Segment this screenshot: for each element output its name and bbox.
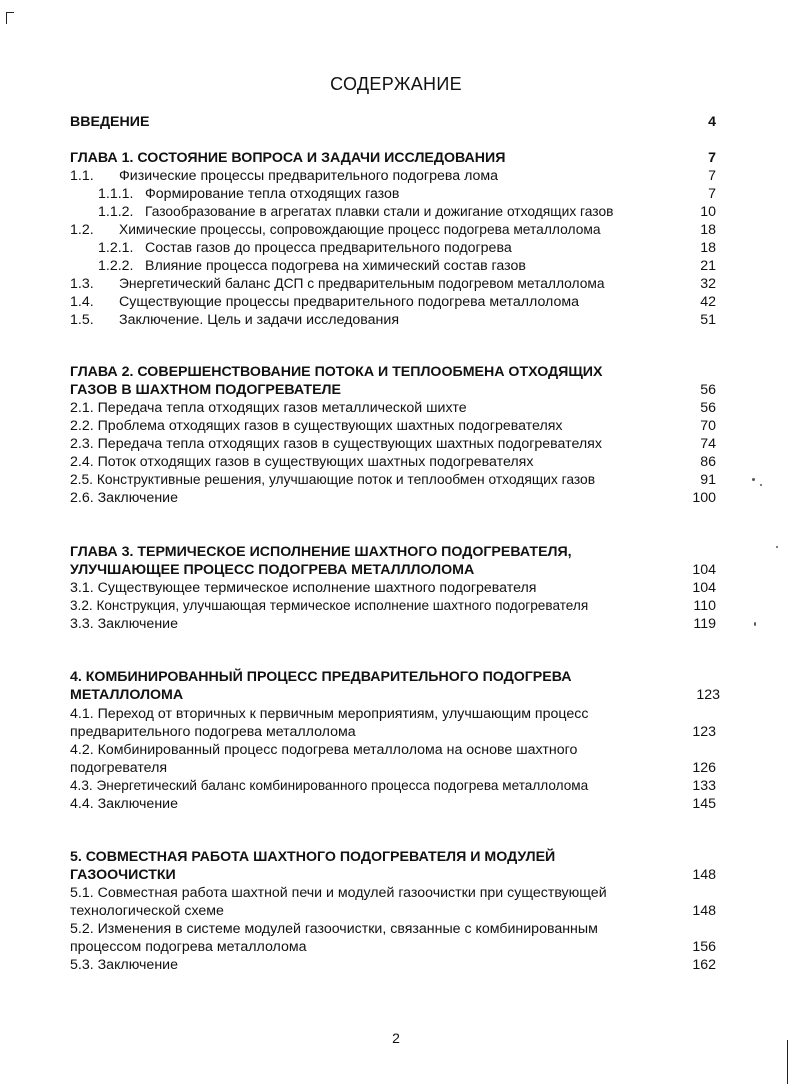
scan-speck (776, 546, 778, 548)
toc-entry-page: 145 (692, 796, 716, 812)
chapter-3-heading[interactable] (70, 543, 720, 561)
toc-entry[interactable] (70, 167, 720, 185)
chapter-heading-text: ГЛАВА 3. ТЕРМИЧЕСКОЕ ИСПОЛНЕНИЕ ШАХТНОГО ПОДОГРЕВАТЕЛЯ, (70, 544, 572, 560)
toc-entry-page: 126 (692, 760, 716, 776)
toc-entry-text: 3.2. Конструкция, улучшающая термическое исполнение шахтного подогревателя (70, 598, 589, 613)
chapter-4-heading-cont[interactable] (70, 686, 720, 704)
toc-entry-page: 100 (692, 490, 716, 506)
page-title: СОДЕРЖАНИЕ (330, 74, 462, 94)
page-number: 2 (392, 1030, 400, 1046)
scan-speck (754, 622, 756, 626)
toc-entry[interactable] (70, 920, 720, 938)
scan-speck (752, 478, 755, 481)
chapter-heading-text: ГАЗООЧИСТКИ (70, 867, 176, 883)
toc-entry-page: 74 (700, 436, 716, 452)
toc-entry[interactable] (70, 777, 720, 795)
toc-entry-text: Формирование тепла отходящих газов (145, 186, 400, 202)
toc-entry-cont[interactable] (70, 938, 720, 956)
toc-entry[interactable] (70, 795, 720, 813)
toc-entry-page: 110 (693, 598, 716, 614)
toc-entry[interactable] (70, 615, 720, 633)
toc-entry[interactable] (70, 579, 720, 597)
toc-entry[interactable] (70, 741, 720, 759)
toc-entry-page: 91 (700, 472, 716, 488)
chapter-2-heading-cont[interactable] (70, 381, 720, 399)
toc-entry-page: 104 (692, 562, 716, 578)
scan-corner-mark (6, 12, 14, 13)
toc-entry[interactable] (70, 185, 720, 203)
toc-entry-number: 1.1. (70, 168, 94, 184)
toc-entry-cont[interactable] (70, 902, 720, 920)
toc-entry-page: 51 (700, 312, 716, 328)
toc-entry-page: 148 (692, 903, 716, 919)
toc-entry-text: Существующие процессы предварительного подогрева металлолома (119, 294, 579, 310)
chapter-heading-text: 4. КОМБИНИРОВАННЫЙ ПРОЦЕСС ПРЕДВАРИТЕЛЬНОГО ПОДОГРЕВА (70, 669, 572, 685)
toc-entry[interactable] (70, 239, 720, 257)
chapter-heading-text: ГЛАВА 2. СОВЕРШЕНСТВОВАНИЕ ПОТОКА И ТЕПЛООБМЕНА ОТХОДЯЩИХ (70, 364, 603, 380)
chapter-heading-text: МЕТАЛЛОЛОМА (70, 687, 184, 703)
toc-entry-text: 5.2. Изменения в системе модулей газоочистки, связанные с комбинированным (70, 921, 598, 937)
toc-entry-text: технологической схеме (70, 903, 224, 919)
toc-entry-text: 3.3. Заключение (70, 616, 178, 632)
toc-entry-number: 1.2.1. (98, 240, 134, 256)
chapter-heading-text: ГАЗОВ В ШАХТНОМ ПОДОГРЕВАТЕЛЕ (70, 382, 341, 398)
scan-edge-mark (787, 1040, 788, 1084)
toc-entry-page: 133 (692, 778, 716, 794)
toc-entry[interactable] (70, 417, 720, 435)
toc-entry-page: 104 (692, 580, 716, 596)
toc-entry[interactable] (70, 453, 720, 471)
toc-entry-page: 123 (692, 724, 716, 740)
chapter-5-heading[interactable] (70, 848, 720, 866)
toc-entry[interactable] (70, 293, 720, 311)
toc-entry-page: 156 (692, 939, 716, 955)
toc-entry-number: 1.4. (70, 294, 94, 310)
toc-entry-text: предварительного подогрева металлолома (70, 724, 356, 740)
toc-entry-text: Состав газов до процесса предварительного подогрева (145, 240, 512, 256)
toc-entry[interactable] (70, 597, 720, 615)
toc-entry-number: 1.1.1. (98, 186, 134, 202)
toc-entry-text: 2.6. Заключение (70, 490, 178, 506)
toc-entry-text: 2.4. Поток отходящих газов в существующих шахтных подогревателях (70, 454, 534, 470)
chapter-heading-text: УЛУЧШАЮЩЕЕ ПРОЦЕСС ПОДОГРЕВА МЕТАЛЛЛОЛОМА (70, 562, 475, 578)
toc-entry-text: 2.2. Проблема отходящих газов в существующих шахтных подогревателях (70, 418, 563, 434)
toc-entry-page: 21 (700, 258, 716, 274)
toc-entry-page: 4 (708, 114, 716, 130)
toc-entry[interactable] (70, 489, 720, 507)
toc-entry[interactable] (70, 257, 720, 275)
toc-entry[interactable] (70, 275, 720, 293)
toc-entry-text: 5.3. Заключение (70, 957, 178, 973)
toc-entry-text: Химические процессы, сопровождающие процесс подогрева металлолома (119, 222, 601, 237)
toc-entry[interactable] (70, 956, 720, 974)
toc-entry-text: 4.3. Энергетический баланс комбинированного процесса подогрева металлолома (70, 778, 589, 793)
scan-corner-mark (6, 12, 7, 24)
toc-entry[interactable] (70, 311, 720, 329)
toc-entry[interactable] (70, 471, 720, 489)
toc-entry-page: 119 (693, 616, 716, 632)
chapter-4-heading[interactable] (70, 668, 720, 686)
toc-entry-page: 162 (692, 957, 716, 973)
toc-entry-number: 1.2. (70, 222, 94, 238)
toc-entry[interactable] (70, 203, 720, 221)
toc-entry-text: 4.1. Переход от вторичных к первичным мероприятиям, улучшающим процесс (70, 706, 589, 722)
toc-entry-text: Энергетический баланс ДСП с предварительным подогревом металлолома (119, 276, 605, 291)
toc-entry-number: 1.2.2. (98, 258, 134, 274)
chapter-1-heading[interactable] (70, 149, 720, 167)
toc-entry-cont[interactable] (70, 759, 720, 777)
chapter-3-heading-cont[interactable] (70, 561, 720, 579)
toc-entry-page: 7 (708, 186, 716, 202)
toc-entry-text: 5.1. Совместная работа шахтной печи и модулей газоочистки при существующей (70, 885, 607, 901)
toc-entry-number: 1.5. (70, 312, 94, 328)
toc-entry[interactable] (70, 884, 720, 902)
toc-entry-number: 1.3. (70, 276, 94, 292)
toc-entry-number: 1.1.2. (98, 204, 134, 220)
toc-entry-page: 18 (700, 240, 716, 256)
toc-entry-page: 56 (700, 382, 716, 398)
toc-entry-text: процессом подогрева металлолома (70, 939, 307, 955)
toc-entry-page: 18 (700, 222, 716, 238)
toc-entry-text: 2.5. Конструктивные решения, улучшающие поток и теплообмен отходящих газов (70, 472, 596, 487)
toc-entry-text: 4.2. Комбинированный процесс подогрева металлолома на основе шахтного (70, 742, 578, 758)
toc-entry-page: 32 (700, 276, 716, 292)
toc-entry[interactable] (70, 399, 720, 417)
toc-entry-text: 2.1. Передача тепла отходящих газов металлической шихте (70, 400, 467, 416)
toc-entry-page: 123 (696, 687, 720, 703)
toc-entry-text: Влияние процесса подогрева на химический состав газов (145, 258, 526, 274)
toc-entry[interactable] (70, 435, 720, 453)
toc-entry-page: 56 (700, 400, 716, 416)
toc-entry-text: подогревателя (70, 760, 168, 776)
toc-entry-page: 86 (700, 454, 716, 470)
toc-entry-text: Газообразование в агрегатах плавки стали и дожигание отходящих газов (145, 204, 614, 219)
chapter-heading-text: 5. СОВМЕСТНАЯ РАБОТА ШАХТНОГО ПОДОГРЕВАТЕЛЯ И МОДУЛЕЙ (70, 849, 556, 865)
scan-speck (760, 484, 762, 486)
toc-entry-text: 4.4. Заключение (70, 796, 178, 812)
toc-entry-page: 10 (700, 204, 716, 220)
chapter-heading-text: ГЛАВА 1. СОСТОЯНИЕ ВОПРОСА И ЗАДАЧИ ИССЛЕДОВАНИЯ (70, 150, 506, 166)
toc-entry-page: 7 (708, 168, 716, 184)
toc-entry-text: 3.1. Существующее термическое исполнение шахтного подогревателя (70, 580, 537, 596)
toc-entry-text: ВВЕДЕНИЕ (70, 114, 150, 130)
toc-entry-page: 42 (700, 294, 716, 310)
toc-entry-text: Заключение. Цель и задачи исследования (119, 312, 400, 328)
toc-entry-cont[interactable] (70, 723, 720, 741)
toc-entry-page: 148 (692, 867, 716, 883)
chapter-5-heading-cont[interactable] (70, 866, 720, 884)
toc-entry-intro[interactable] (70, 113, 720, 131)
toc-entry-page: 7 (708, 150, 716, 166)
toc-entry-text: Физические процессы предварительного подогрева лома (119, 168, 499, 184)
toc-entry[interactable] (70, 705, 720, 723)
chapter-2-heading[interactable] (70, 363, 720, 381)
toc-entry-text: 2.3. Передача тепла отходящих газов в существующих шахтных подогревателях (70, 436, 602, 452)
toc-entry-page: 70 (700, 418, 716, 434)
toc-entry[interactable] (70, 221, 720, 239)
